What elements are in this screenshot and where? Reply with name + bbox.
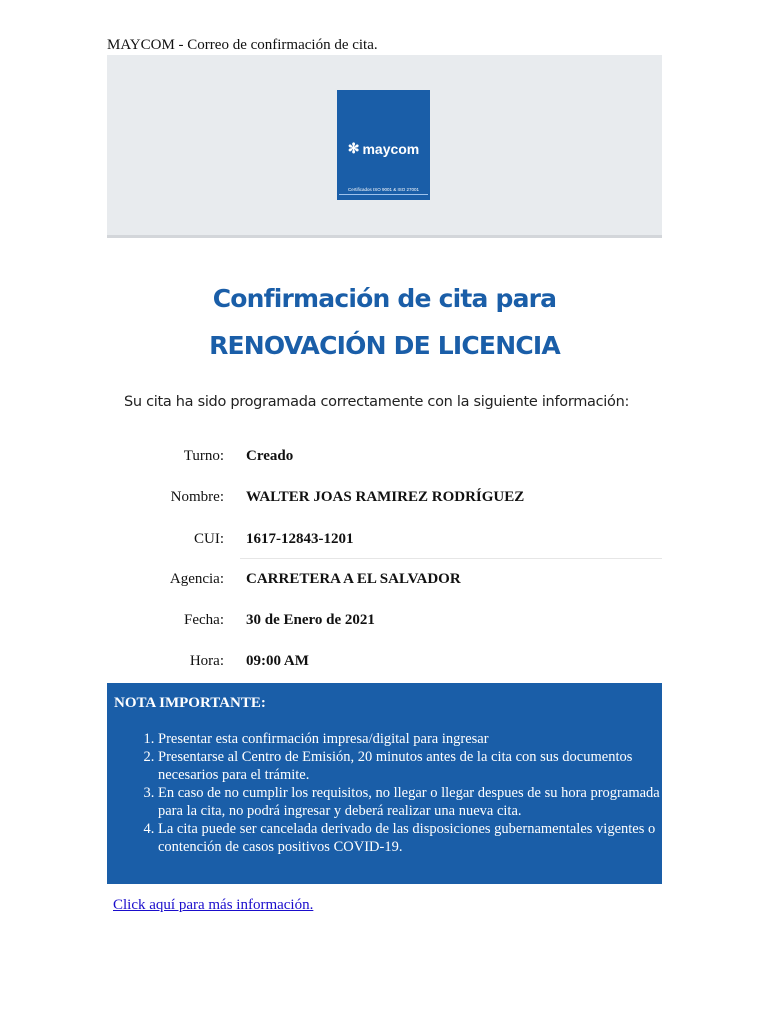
detail-label: Nombre:	[170, 489, 224, 505]
detail-label: Hora:	[189, 653, 224, 669]
detail-value: CARRETERA A EL SALVADOR	[246, 571, 461, 587]
detail-row-fecha	[107, 612, 662, 636]
detail-value: Creado	[246, 448, 294, 464]
detail-row-turno	[107, 448, 662, 472]
logo-brand-text: maycom	[362, 140, 420, 157]
more-info-link[interactable]: Click aquí para más información.	[113, 897, 314, 913]
note-item: 3. En caso de no cumplir los requisitos, no llegar o llegar despues de su hora programada para la cita, no podrá ingresar y deberá realizar una nueva cita.	[158, 784, 678, 820]
detail-label: CUI:	[194, 531, 224, 547]
detail-row-nombre	[107, 489, 662, 513]
page-title-line2: RENOVACIÓN DE LICENCIA	[209, 331, 560, 360]
detail-label: Turno:	[183, 448, 224, 464]
detail-value: 1617-12843-1201	[246, 531, 354, 547]
note-item: 1. Presentar esta confirmación impresa/digital para ingresar	[158, 730, 678, 748]
detail-label: Agencia:	[169, 571, 224, 587]
logo-underline	[339, 194, 428, 195]
detail-row-agencia	[107, 571, 662, 595]
important-note-box	[107, 683, 662, 884]
divider	[240, 558, 662, 559]
page-title-line1: Confirmación de cita para	[212, 284, 557, 313]
snowflake-star-icon: ✻	[347, 140, 360, 156]
intro-text: Su cita ha sido programada correctamente con la siguiente información:	[124, 394, 630, 410]
note-item: 4. La cita puede ser cancelada derivado de las disposiciones gubernamentales vigentes o contención de casos positivos COVID-19.	[158, 820, 678, 856]
note-title: NOTA IMPORTANTE:	[114, 695, 266, 711]
note-item: 2. Presentarse al Centro de Emisión, 20 minutos antes de la cita con sus documentos necesarios para el trámite.	[158, 748, 678, 784]
detail-value: 09:00 AM	[246, 653, 309, 669]
detail-row-hora	[107, 653, 662, 677]
logo-certification: Certificados ISO 9001 & ISO 27001	[347, 187, 420, 192]
maycom-logo	[337, 90, 430, 200]
detail-value: WALTER JOAS RAMIREZ RODRÍGUEZ	[246, 489, 525, 505]
detail-value: 30 de Enero de 2021	[246, 612, 375, 628]
email-subject-line: MAYCOM - Correo de confirmación de cita.	[107, 37, 378, 53]
logo-brand	[337, 140, 430, 157]
note-list	[137, 730, 678, 856]
detail-label: Fecha:	[184, 612, 224, 628]
detail-row-cui	[107, 531, 662, 555]
